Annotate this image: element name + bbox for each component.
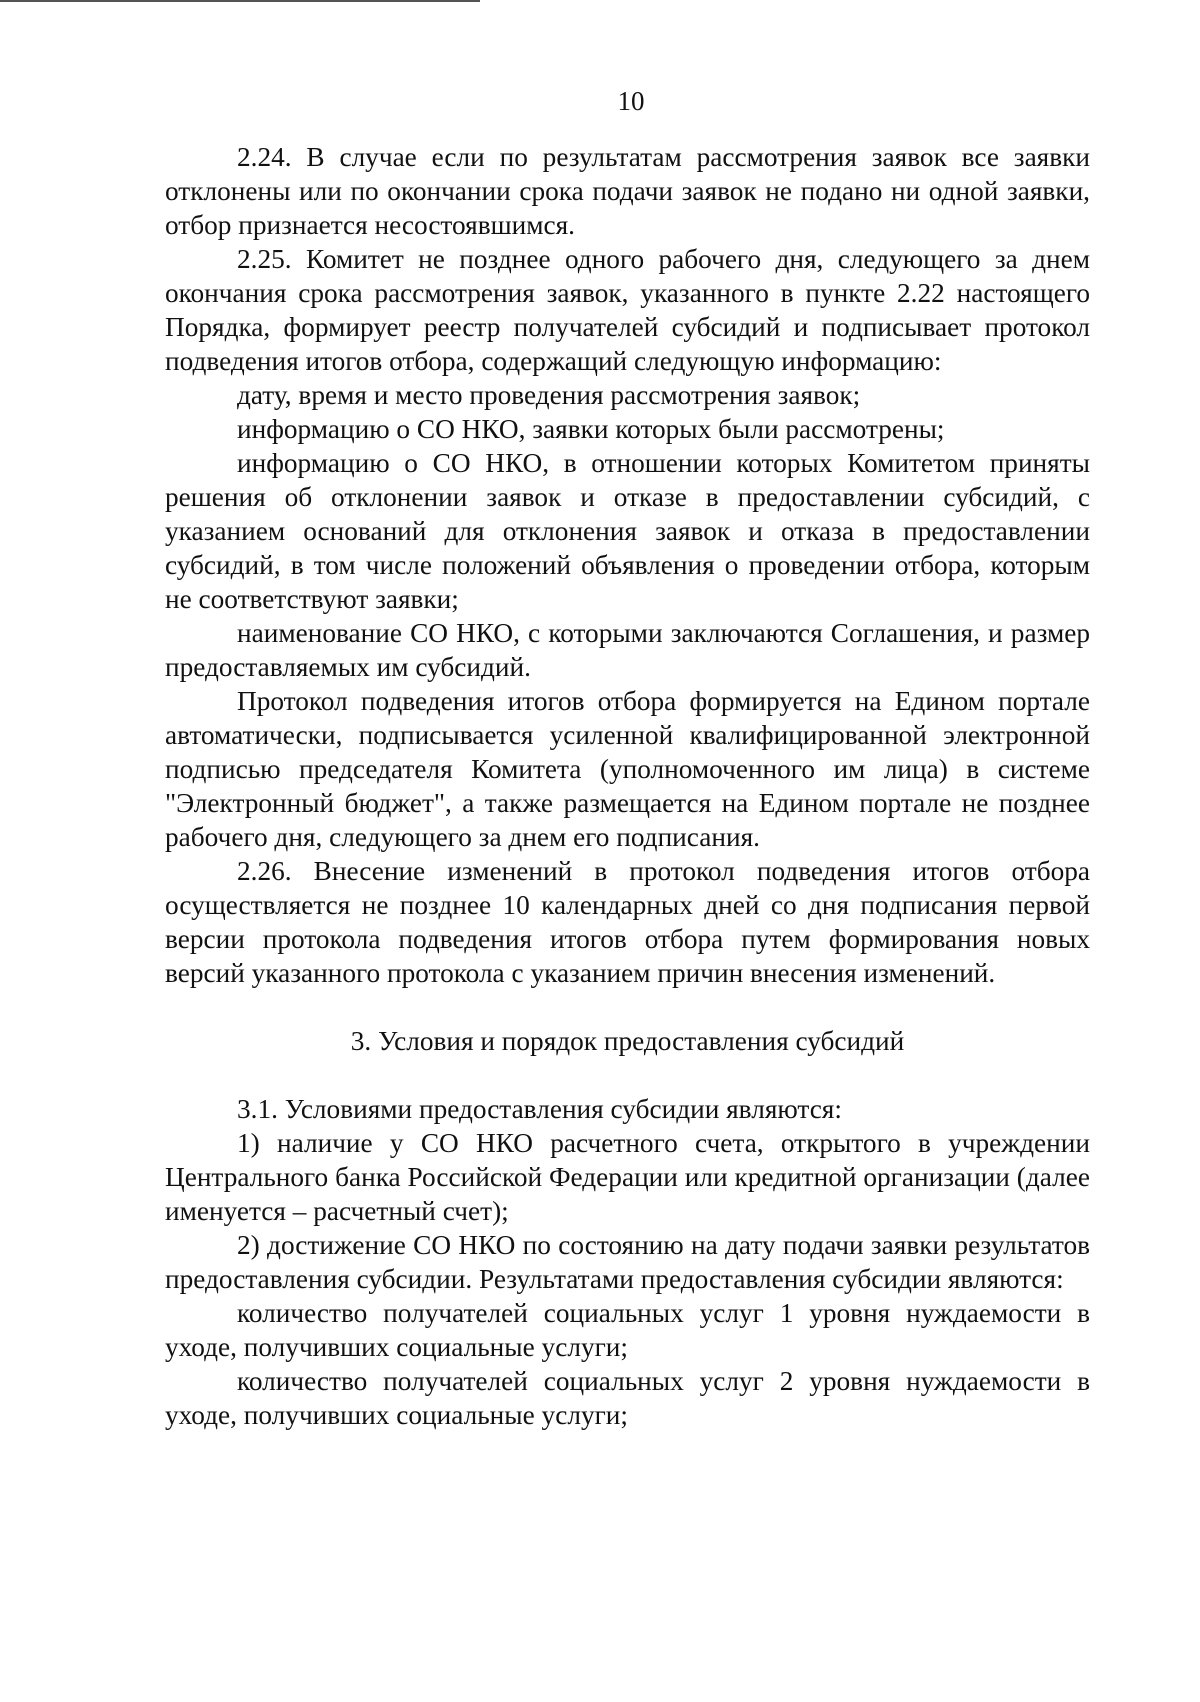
result-level-1: количество получателей социальных услуг 1 уровня нуждаемости в уходе, получивших социальные услуги; (165, 1298, 1090, 1362)
paragraph-3-1: 3.1. Условиями предоставления субсидии являются: (237, 1094, 842, 1124)
result-level-2: количество получателей социальных услуг 2 уровня нуждаемости в уходе, получивших социальные услуги; (165, 1366, 1090, 1430)
page-number: 10 (617, 86, 645, 116)
list-item-rejected: информацию о СО НКО, в отношении которых Комитетом приняты решения об отклонении заявок и отказе в предоставлении субсидий, с указанием оснований для отклонения заявок и отказа в предоставлении субсидий, в том числе положений объявления о проведении отбора, которым не соответствуют заявки; (165, 448, 1090, 614)
top-border-line (0, 0, 480, 2)
paragraph-2-24: 2.24. В случае если по результатам рассмотрения заявок все заявки отклонены или по окончании срока подачи заявок не подано ни одной заявки, отбор признается несостоявшимся. (165, 142, 1090, 240)
paragraph-protocol: Протокол подведения итогов отбора формируется на Едином портале автоматически, подписывается усиленной квалифицированной электронной подписью председателя Комитета (уполномоченного им лица) в системе "Электронный бюджет", а также размещается на Едином портале не позднее рабочего дня, следующего за днем его подписания. (165, 686, 1090, 852)
list-item-reviewed: информацию о СО НКО, заявки которых были рассмотрены; (237, 414, 945, 444)
section-heading: 3. Условия и порядок предоставления субсидий (350, 1026, 905, 1056)
list-item-agreements: наименование СО НКО, с которыми заключаются Соглашения, и размер предоставляемых им субсидий. (165, 618, 1090, 682)
list-item-date: дату, время и место проведения рассмотрения заявок; (237, 380, 861, 410)
document-body (165, 140, 1090, 1432)
paragraph-2-26: 2.26. Внесение изменений в протокол подведения итогов отбора осуществляется не позднее 10 календарных дней со дня подписания первой версии протокола подведения итогов отбора путем формирования новых версий указанного протокола с указанием причин внесения изменений. (165, 856, 1090, 988)
condition-2: 2) достижение СО НКО по состоянию на дату подачи заявки результатов предоставления субсидии. Результатами предоставления субсидии являются: (165, 1230, 1090, 1294)
paragraph-2-25: 2.25. Комитет не позднее одного рабочего дня, следующего за днем окончания срока рассмотрения заявок, указанного в пункте 2.22 настоящего Порядка, формирует реестр получателей субсидий и подписывает протокол подведения итогов отбора, содержащий следующую информацию: (165, 244, 1090, 376)
condition-1: 1) наличие у СО НКО расчетного счета, открытого в учреждении Центрального банка Российской Федерации или кредитной организации (далее именуется – расчетный счет); (165, 1128, 1090, 1226)
